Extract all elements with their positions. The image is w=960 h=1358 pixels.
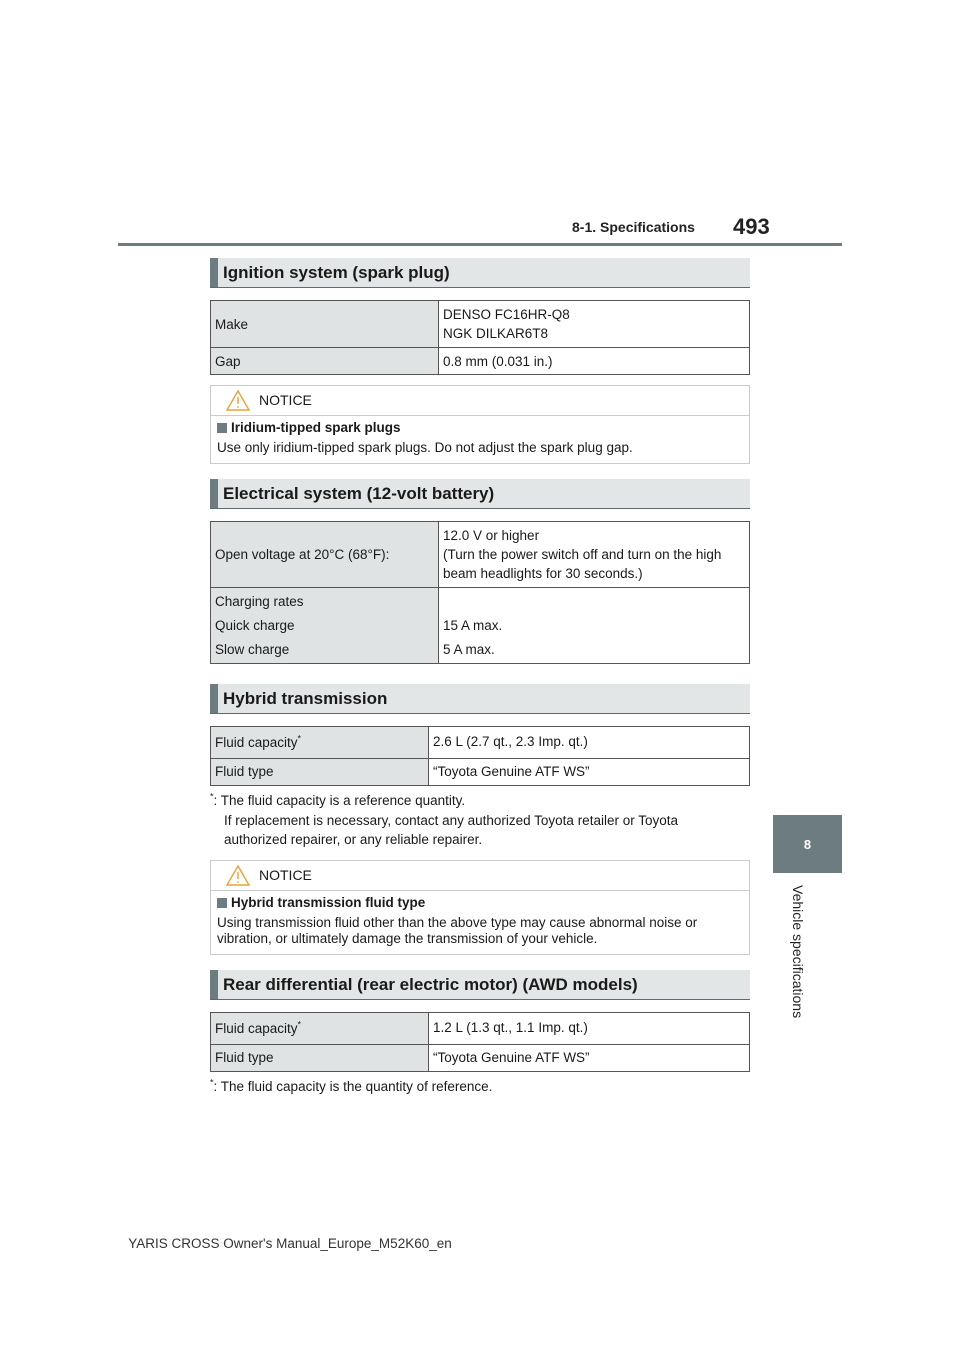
heading-bar (210, 479, 218, 508)
chapter-tab (773, 815, 842, 873)
voltage-note-2: beam headlights for 30 seconds.) (443, 566, 643, 581)
table-value (439, 522, 750, 588)
charging-rates-label: Charging rates (215, 593, 304, 609)
table-value: “Toyota Genuine ATF WS” (429, 1045, 750, 1072)
chapter-label: Vehicle specifications (790, 885, 806, 1019)
table-row (211, 348, 750, 375)
ignition-heading-text: Ignition system (spark plug) (223, 262, 450, 282)
table-key: Fluid capacity* (211, 1013, 429, 1045)
hybrid-footnote: *: The fluid capacity is a reference quantity. If replacement is necessary, contact any authorized Toyota retailer or Toyota authorized repairer, or any reliable repairer. (210, 791, 678, 847)
voltage-value: 12.0 V or higher (443, 528, 540, 543)
notice-box (210, 860, 750, 955)
table-value: 2.6 L (2.7 qt., 2.3 Imp. qt.) (429, 727, 750, 759)
page-footer: YARIS CROSS Owner's Manual_Europe_M52K60_en (128, 1236, 452, 1251)
table-row (211, 1045, 750, 1072)
table-value (439, 301, 750, 348)
rear-heading-text: Rear differential (rear electric motor) (AWD models) (223, 974, 638, 994)
hybrid-heading (210, 684, 750, 714)
square-bullet-icon (217, 423, 227, 433)
table-key: Fluid type (211, 759, 429, 786)
table-key: Fluid capacity* (211, 727, 429, 759)
table-row (211, 301, 750, 348)
chapter-number: 8 (803, 836, 812, 852)
table-key (211, 588, 439, 664)
table-value (439, 588, 750, 664)
heading-bar (210, 684, 218, 713)
footnote-mark: * (297, 1019, 302, 1030)
warning-triangle-icon (226, 390, 250, 411)
notice-header (211, 386, 749, 416)
table-key: Open voltage at 20°C (68°F): (211, 522, 439, 588)
quick-charge-value: 15 A max. (443, 617, 503, 633)
table-value: “Toyota Genuine ATF WS” (429, 759, 750, 786)
notice-header (211, 861, 749, 891)
table-key: Fluid type (211, 1045, 429, 1072)
notice-text: Using transmission fluid other than the above type may cause abnormal noise or vibration, or ultimately damage the transmission of your vehicle. (217, 915, 698, 946)
rear-table (210, 1012, 750, 1072)
electrical-heading (210, 479, 750, 509)
notice-subtitle: Hybrid transmission fluid type (217, 894, 743, 912)
ignition-table (210, 300, 750, 375)
heading-bar (210, 258, 218, 287)
table-row (211, 588, 750, 664)
make-denso: DENSO FC16HR-Q8 (443, 307, 570, 322)
rear-footnote: *: The fluid capacity is the quantity of reference. (210, 1077, 493, 1094)
table-key: Make (211, 301, 439, 348)
footnote-mark: * (297, 733, 302, 744)
heading-bar (210, 970, 218, 999)
section-title: 8-1. Specifications (572, 219, 695, 235)
page-number: 493 (733, 214, 770, 239)
hybrid-heading-text: Hybrid transmission (223, 688, 388, 708)
table-row (211, 522, 750, 588)
table-row (211, 759, 750, 786)
electrical-table (210, 521, 750, 664)
footnote-mark: * (210, 791, 214, 802)
make-ngk: NGK DILKAR6T8 (443, 326, 549, 341)
hybrid-table (210, 726, 750, 786)
quick-charge-label: Quick charge (215, 617, 295, 633)
square-bullet-icon (217, 898, 227, 908)
notice-subtitle: Iridium-tipped spark plugs (217, 419, 743, 437)
table-value: 0.8 mm (0.031 in.) (439, 348, 750, 375)
notice-text: Use only iridium-tipped spark plugs. Do not adjust the spark plug gap. (217, 440, 633, 455)
rear-heading (210, 970, 750, 1000)
slow-charge-label: Slow charge (215, 641, 290, 657)
electrical-heading-text: Electrical system (12-volt battery) (223, 483, 495, 503)
table-value: 1.2 L (1.3 qt., 1.1 Imp. qt.) (429, 1013, 750, 1045)
ignition-heading (210, 258, 750, 288)
table-key: Gap (211, 348, 439, 375)
table-row (211, 727, 750, 759)
voltage-note-1: (Turn the power switch off and turn on the high (443, 547, 722, 562)
table-row (211, 1013, 750, 1045)
notice-box (210, 385, 750, 464)
header-divider (118, 243, 842, 246)
slow-charge-value: 5 A max. (443, 641, 495, 657)
notice-title: NOTICE (259, 392, 312, 408)
footnote-mark: * (210, 1077, 214, 1088)
notice-title: NOTICE (259, 867, 312, 883)
warning-triangle-icon (226, 865, 250, 886)
